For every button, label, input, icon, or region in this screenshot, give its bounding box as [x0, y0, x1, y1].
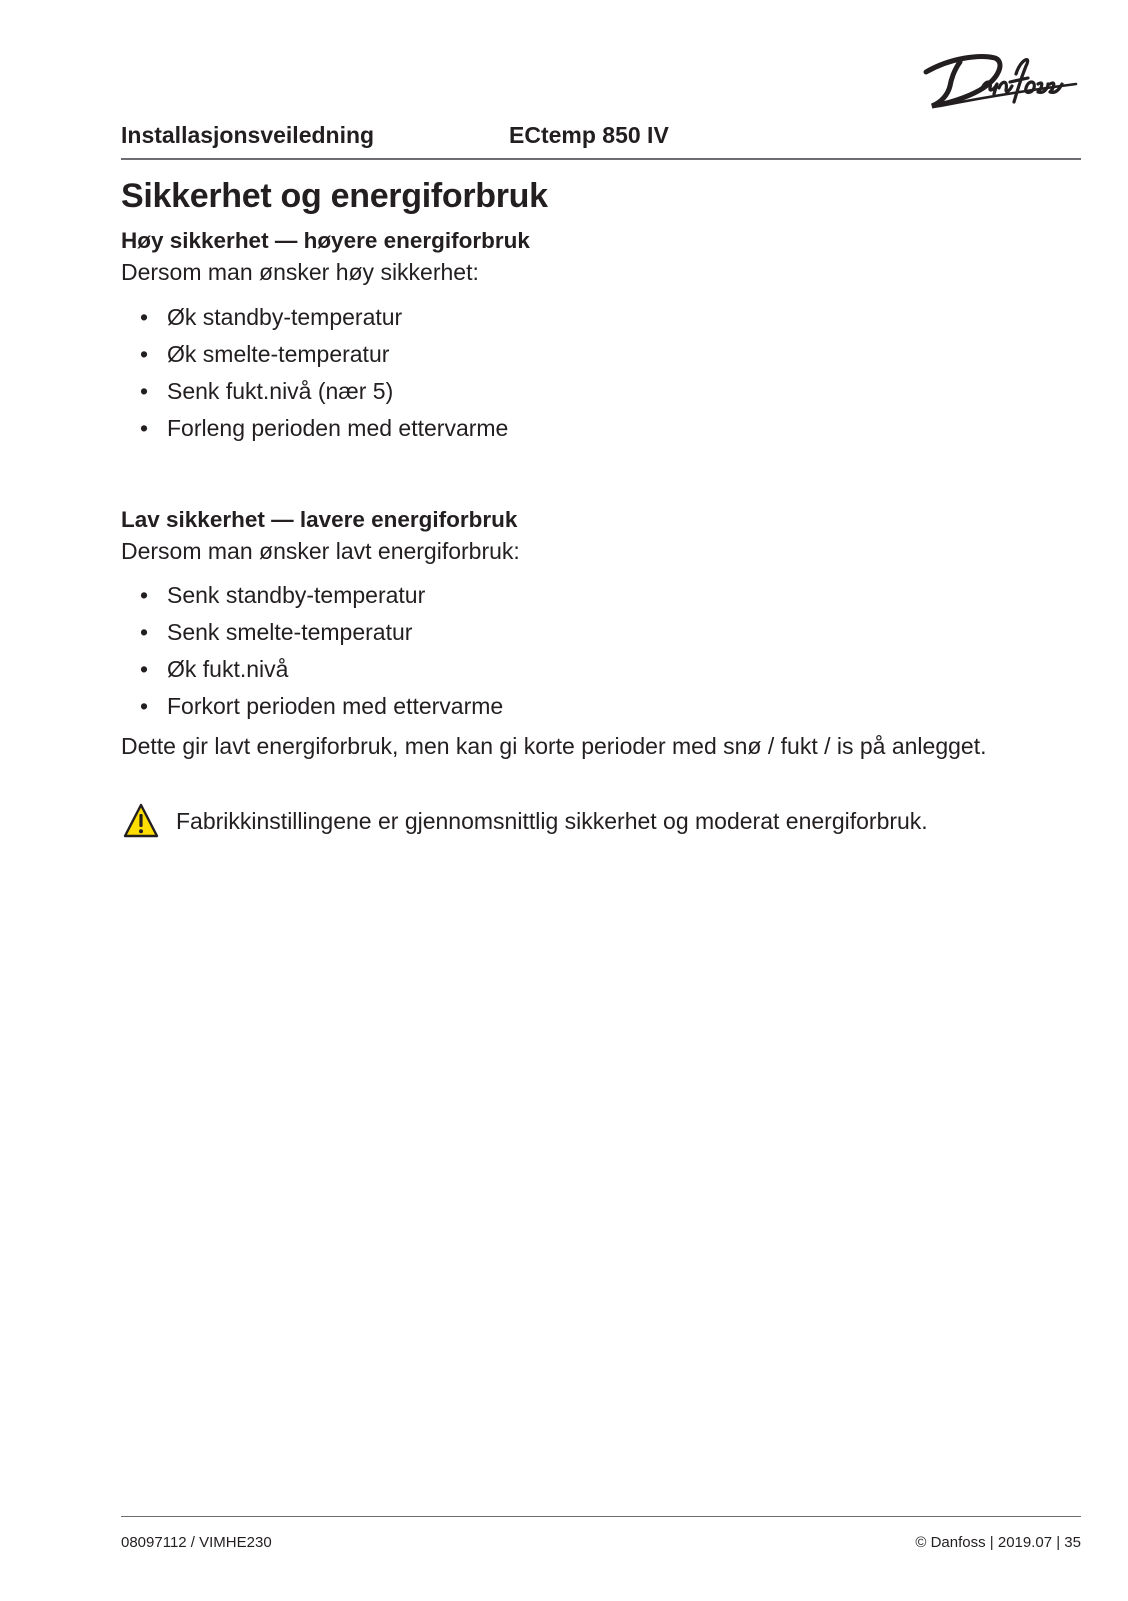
- list-item-text: Øk fukt.nivå: [167, 656, 289, 682]
- bullet-icon: •: [140, 693, 149, 719]
- summary-paragraph: Dette gir lavt energiforbruk, men kan gi korte perioder med snø / fukt / is på anlegget.: [121, 733, 987, 759]
- warning-note: [121, 803, 1081, 843]
- list-item-text: Forkort perioden med ettervarme: [167, 693, 504, 719]
- bullet-icon: •: [140, 582, 149, 608]
- list-item-text: Senk fukt.nivå (nær 5): [167, 378, 394, 404]
- footer-doc-code: 08097112 / VIMHE230: [121, 1534, 272, 1551]
- section-intro: Dersom man ønsker lavt energiforbruk:: [121, 538, 520, 564]
- header-doc-type: Installasjonsveiledning: [121, 122, 375, 148]
- page-header: [121, 122, 1081, 160]
- page-title: Sikkerhet og energiforbruk: [121, 177, 548, 215]
- list-item-text: Senk smelte-temperatur: [167, 619, 413, 645]
- bullet-icon: •: [140, 304, 149, 330]
- list-item-text: Øk standby-temperatur: [167, 304, 403, 330]
- section-heading: Lav sikkerhet — lavere energiforbruk: [121, 507, 518, 532]
- header-product-name: ECtemp 850 IV: [509, 122, 669, 148]
- section-intro: Dersom man ønsker høy sikkerhet:: [121, 259, 479, 285]
- danfoss-logo: [920, 44, 1078, 112]
- bullet-icon: •: [140, 415, 149, 441]
- bullet-icon: •: [140, 378, 149, 404]
- footer-copyright: © Danfoss | 2019.07 | 35: [915, 1534, 1081, 1551]
- list-item-text: Øk smelte-temperatur: [167, 341, 390, 367]
- bullet-icon: •: [140, 619, 149, 645]
- bullet-icon: •: [140, 341, 149, 367]
- warning-icon: [123, 803, 159, 839]
- list-item-text: Senk standby-temperatur: [167, 582, 426, 608]
- section-heading: Høy sikkerhet — høyere energiforbruk: [121, 228, 530, 253]
- footer-divider: [121, 1516, 1081, 1517]
- warning-note-text: Fabrikkinstillingene er gjennomsnittlig sikkerhet og moderat energiforbruk.: [176, 808, 928, 834]
- bullet-icon: •: [140, 656, 149, 682]
- list-item-text: Forleng perioden med ettervarme: [167, 415, 509, 441]
